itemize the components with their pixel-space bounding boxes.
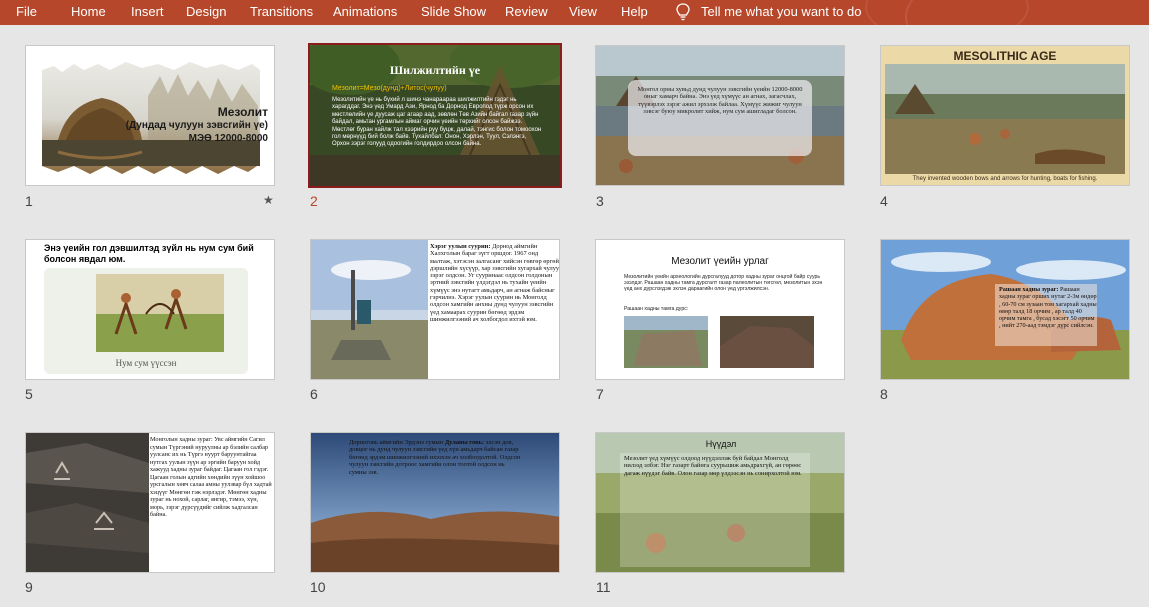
- tell-me-label: Tell me what you want to do: [701, 4, 862, 19]
- slide-number-7: 7: [596, 386, 604, 402]
- slide-1-subtitle: (Дундад чулуун зэвсгийн үе): [125, 120, 268, 131]
- slide-thumbnail-11[interactable]: [595, 432, 845, 573]
- tab-transitions[interactable]: Transitions: [250, 4, 314, 19]
- star-icon: ★: [263, 193, 274, 207]
- slide-number-3: 3: [596, 193, 604, 209]
- slide-4-title: MESOLITHIC AGE: [953, 49, 1057, 63]
- slide-number-4: 4: [880, 193, 888, 209]
- slide-thumbnail-9[interactable]: [25, 432, 275, 573]
- slide-number-10: 10: [310, 579, 326, 595]
- hunters-illustration: [96, 274, 224, 352]
- lightbulb-icon: [676, 3, 690, 21]
- slide-thumbnail-7[interactable]: [595, 239, 845, 380]
- slide-number-5: 5: [25, 386, 33, 402]
- slide-2-subtitle: Мезолит=Мезо(дунд)+Литос(чулуу): [332, 85, 447, 92]
- slide-7-label: Рашаан хадны тамга дурс:: [624, 306, 689, 312]
- slide-4-caption: They invented wooden bows and arrows for hunting, boats for fishing.: [912, 176, 1098, 182]
- slide-8-body-bold: Рашаан хадны зураг:: [999, 286, 1059, 293]
- slide-5-caption: Нум сум үүссэн: [115, 358, 177, 368]
- slide-2-title: Шилжилтийн үе: [389, 63, 481, 77]
- slide-10-body-pre: Дорноговь аймгийн Эрдэнэ сумын: [349, 439, 444, 446]
- slide-11-title: Нүүдэл: [705, 439, 737, 449]
- slide-thumbnail-4[interactable]: [880, 45, 1130, 186]
- slide-thumbnail-3[interactable]: [595, 45, 845, 186]
- tab-insert[interactable]: Insert: [131, 4, 164, 19]
- slide-5-title: Энэ үеийн гол дэвшилтэд зүйл нь нум сум бий болсон явдал юм.: [44, 243, 254, 264]
- slide-number-9: 9: [25, 579, 33, 595]
- tab-slide-show[interactable]: Slide Show: [421, 4, 487, 19]
- slide-6-body-bold: Хэрэг уулын суурин:: [430, 243, 491, 250]
- slide-number-2: 2: [310, 193, 318, 209]
- slide-11-body: Мезолит үед хүмүүс олдоод нүүдэллэж буй байдал Монголд нилээд элбэг. Нэг газарт байнга суурьшиж амьдрахгүй, ан гөрөөс дагаж нүүдэг байв. Олон газар мөр үлдээсэн нь сонирхолтой юм.: [624, 455, 802, 477]
- slide-10-body-bold: Дуланы говь:: [444, 439, 485, 446]
- tab-review[interactable]: Review: [505, 4, 548, 19]
- slide-6-body: Дорнод аймгийн Халхголын бараг зүгт оршдог. 1967 онд малтаж, хэтэсэн залгасанг хийсэн гөвгөр өргөй дэршлийн хүсүүр, хар зэвсгийн хугархай чулуу зэрэг олдсон. Уг сууринаас олдсон голдонын эртний зэвсгийн үлдэгдэл нь тухайн үеийн хүмүүс энэ нутагт амьдарч, ан агнаж байсныг гэрчилнэ. Хэрэг уулын суурин нь Монголд олдсон хамгийн анхны дунд чулуун зэвсгийн үед хамаарах суурин бөгөөд эрдэм шинжилгээний ач холбогдол ихтэй юм.: [430, 243, 560, 323]
- ribbon-tab-bar: [0, 0, 1149, 25]
- tab-help[interactable]: Help: [621, 4, 648, 19]
- steppe-monument-photo: [311, 240, 428, 380]
- slide-number-11: 11: [596, 579, 611, 595]
- slide-1-title: Мезолит: [217, 105, 268, 119]
- slide-7-body: Мезолитийн үеийн археологийн дурсгалууд дотор хадны зураг онцгой байр суурь эзэлдэг. Рашаан хадны тамга дурсгалт газар палеолитын төгсгөл, мезолитын эхэн үед анх дүрслэгдэж эхлэн дараагийн олон үед үргэлжилсэн.: [624, 274, 823, 293]
- mesolithic-scene-photo: [885, 64, 1125, 174]
- rock-engraving-photo-1: [624, 316, 708, 368]
- slide-thumbnail-8[interactable]: [880, 239, 1130, 380]
- slide-thumbnail-10[interactable]: [310, 432, 560, 573]
- slide-thumbnail-2[interactable]: [308, 43, 562, 188]
- rock-engraving-photo-2: [720, 316, 814, 368]
- slide-thumbnail-5[interactable]: [25, 239, 275, 380]
- ribbon-decoration-inner: [865, 0, 1029, 25]
- tab-animations[interactable]: Animations: [333, 4, 398, 19]
- tab-design[interactable]: Design: [186, 4, 227, 19]
- slide-thumbnail-1[interactable]: [25, 45, 275, 186]
- tab-home[interactable]: Home: [71, 4, 106, 19]
- slide-3-body: Монгол орны хувьд дунд чулуун зэвсгийн үеийн 12000-8000 оныг хамарч байна. Энэ үед хүмүүс ан агнах, загасчлах, түүвэрлэх зэрэг ажил эрхэлж байлаа. Хүмүүс жижиг чулуун зэвсэг буюу микролит хийж, нум сум ашигладаг болсон.: [637, 86, 803, 115]
- tab-file[interactable]: File: [16, 4, 37, 19]
- slide-1-range: МЭӨ 12000-8000: [188, 133, 268, 144]
- slide-8-body: Рашаан хадны зураг орших нутаг 2-3м өндөр , 60-70 см зузаан том хагархай хадны өвөр талд 18 орчим , ар талд 40 орчим тамга , бусад хэсэгт 50 орчим , нийт 270-аад тэмдэг дүрс сийлсэн.: [999, 286, 1097, 330]
- tab-view[interactable]: View: [569, 4, 597, 19]
- slide-2-body: Мезолитийн үе нь бүхий л шинэ чанараараа шилжилтийн гэдэг нь харагддаг. Энэ үед Умард Ази, Ярнод ба Дорнод Европод түрж орсон их мөстлөлийн үе дуусаж цаг агаар аад, зөвлөн Төв Азийн байгал газар зүйн байдал, амьтан ургамлын аймаг орчин үеийн төрхийг олсон байжээ. Мөстлөг буран хайлж тал хээрийн руу буцж, далай, тэнгис болон томоохон гол мөрнүүд бий болж байв. Тухайлбал: Онон, Хэрлэн, Туул, Сэлэнгэ, Орхон зэрэг голууд одоогийн голдирдоо олсон байна.: [332, 97, 542, 148]
- slide-thumbnail-6[interactable]: [310, 239, 560, 380]
- petroglyph-photo: [26, 433, 149, 573]
- slide-number-1: 1: [25, 193, 33, 209]
- slide-7-title: Мезолит үеийн урлаг: [671, 256, 769, 267]
- slide-number-8: 8: [880, 386, 888, 402]
- slide-10-body: элсэн дов, довцог нь дунд чулуун зэвсгийн үед хүн амьдарч байсан газар бөгөөд эрдэм шинжилгээний ихээхэн ач холбогдолтой. Олдсон чулуун зэвсгийн дотроос хамгийн олон тоотой олдсон нь сумны зэв.: [349, 439, 521, 476]
- slide-9-body: Монголын хадны зураг: Увс аймгийн Сагил сумын Түргэний нуруулны ар бэлийн салбар уулсанс их нь Түргэ нуурт баруунтайгаа нутгах уулын зүүн ар эргийн баруун хойд хажууд хадны зураг байдаг. Цагаан гол гэдэг. Цагаан голын адгийн хөндийн зүүн хойшоо урсгалын хөвч салаа амны уулзвар бүл хадтай хэцүүг Мөнгөн гэж нэрлэдэг. Мөнгөн хадны зураг нь нохой, сарлаг, янгир, тэмээ, хүн, морь, зэрэг дүрсүүдийг сийлж хадгалсан байна.: [150, 436, 272, 518]
- slide-number-6: 6: [310, 386, 318, 402]
